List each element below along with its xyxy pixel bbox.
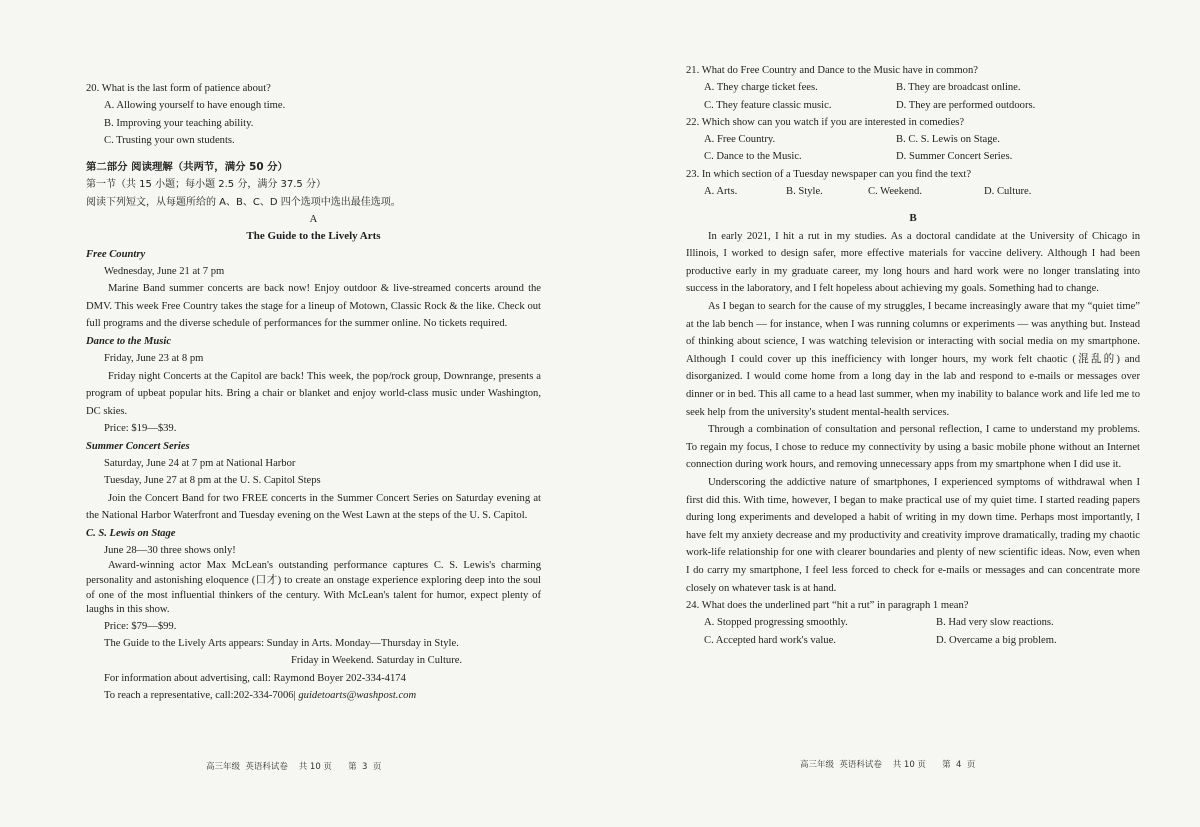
representative-contact: To reach a representative, call:202-334-7006| guidetoarts@washpost.com	[104, 689, 417, 701]
q21-options-row-1: A. They charge ticket fees. B. They are broadcast online.	[704, 82, 1021, 94]
q24-options-row-1: A. Stopped progressing smoothly. B. Had very slow reactions.	[704, 617, 1054, 629]
event-name: Dance to the Music	[86, 336, 172, 348]
passage-title: The Guide to the Lively Arts	[246, 230, 381, 243]
event-time: Tuesday, June 27 at 8 pm at the U. S. Capitol Steps	[104, 475, 321, 487]
page-footer-right: 高三年级 英语科试卷 共 10 页 第 4 页	[800, 760, 976, 770]
q21-options-row-2: C. They feature classic music. D. They are performed outdoors.	[704, 99, 1036, 111]
q24-options-row-2: C. Accepted hard work's value. D. Overcame a big problem.	[704, 634, 1057, 646]
event-description: Join the Concert Band for two FREE concerts in the Summer Concert Series on Saturday evening at the National Harbor Waterfront and Tuesday evening on the West Lawn at the steps of the U. S. Capitol.	[86, 492, 541, 522]
event-free-country	[86, 246, 541, 333]
event-name: C. S. Lewis on Stage	[86, 527, 176, 539]
event-dance-to-the-music	[86, 333, 541, 438]
event-description: Marine Band summer concerts are back now! Enjoy outdoor & live-streamed concerts around the DMV. This week Free Country takes the stage for a lineup of Motown, Classic Rock & the like. Check out full programs and the diverse schedule of performances for the summer online. No tickets required.	[86, 283, 542, 330]
q23-options: A. Arts. B. Style. C. Weekend. D. Culture.	[704, 186, 1032, 198]
right-column	[686, 62, 1140, 649]
q20-option-a: A. Allowing yourself to have enough time.	[104, 100, 286, 112]
section1-header: 第一节（共 15 小题；每小题 2.5 分，满分 37.5 分）	[86, 179, 326, 191]
instruction: 阅读下列短文，从每题所给的 A、B、C、D 四个选项中选出最佳选项。	[86, 196, 401, 208]
passage-letter-a: A	[309, 214, 318, 226]
email-link[interactable]: guidetoarts@washpost.com	[298, 689, 417, 701]
part2-header: 第二部分 阅读理解（共两节，满分 50 分）	[86, 161, 288, 174]
event-time: Friday, June 23 at 8 pm	[104, 353, 204, 365]
q24-stem: 24. What does the underlined part “hit a rut” in paragraph 1 mean?	[686, 600, 969, 612]
q21-stem: 21. What do Free Country and Dance to the Music have in common?	[686, 65, 978, 76]
advertising-contact: For information about advertising, call: Raymond Boyer 202-334-4174	[104, 672, 406, 684]
event-name: Free Country	[86, 248, 146, 260]
appears-line-2: Friday in Weekend. Saturday in Culture.	[291, 655, 463, 667]
event-description: Friday night Concerts at the Capitol are back! This week, the pop/rock group, Downrange, presents a program of upbeat popular hits. Bring a chair or blanket and enjoy world-class music under Washington, DC skies.	[86, 370, 542, 417]
q20-option-c: C. Trusting your own students.	[104, 134, 235, 146]
passage-b-paragraph-4: Underscoring the addictive nature of smartphones, I experienced symptoms of withdrawal when I first did this. With time, however, I began to make practical use of my quiet time. I started reading papers during long experiments and developed a habit of writing in my down time. Perhaps most importantly, I have felt my anxiety decrease and my productivity and creativity improve dramatically, trading my chaotic work-life relationship for one with clearer boundaries and plenty of new scientific ideas. Now, even when I do carry my smartphone, I feel less forced to check for e-mails or messages and can concentrate more closely on whatever task is at hand.	[686, 476, 1140, 594]
event-time: Saturday, June 24 at 7 pm at National Harbor	[104, 458, 296, 470]
passage-b-paragraph-2: As I began to search for the cause of my struggles, I became increasingly aware that my “quiet time” at the lab bench — for instance, when I was running columns or experiments — was anything but. Instead of thinking about science, I was watching television or interacting with social media on my smartphone. Although I could cover up this inefficiency with longer hours, my work felt chaotic (混乱的) and disorganized. I would come home from a long day in the lab and respond to e-mails or messages over dinner or in bed. This all came to a head last summer, when my inability to balance work and life led me to seek help from the university's student mental-health services.	[686, 301, 1140, 418]
event-time: June 28—30 three shows only!	[104, 545, 236, 557]
q20-option-b: B. Improving your teaching ability.	[104, 117, 254, 129]
passage-b-paragraph-3: Through a combination of consultation and personal reflection, I came to understand my problems. To regain my focus, I chose to reduce my connectivity by using a basic mobile phone without an Internet connection during work hours, and removing unnecessary apps from my smartphone when I did use it.	[686, 424, 1140, 471]
appears-line-1: The Guide to the Lively Arts appears: Sunday in Arts. Monday—Thursday in Style.	[104, 638, 459, 650]
event-cs-lewis-on-stage	[86, 525, 541, 635]
event-price: Price: $79—$99.	[104, 620, 177, 632]
q20-stem: 20. What is the last form of patience about?	[86, 83, 271, 94]
q22-options-row-1: A. Free Country. B. C. S. Lewis on Stage.	[704, 134, 1000, 146]
left-column	[86, 80, 541, 704]
event-name: Summer Concert Series	[86, 440, 190, 452]
passage-b-paragraph-1: In early 2021, I hit a rut in my studies. As a doctoral candidate at the University of Chicago in Illinois, I worked to design safer, more effective materials for vaccine delivery. Although I had been productive early in my graduate career, my long hours and hard work were no longer translating into success in the laboratory, and I felt hopeless about achieving my goals. Something had to change.	[686, 230, 1140, 295]
q22-options-row-2: C. Dance to the Music. D. Summer Concert Series.	[704, 151, 1013, 163]
page-footer-left: 高三年级 英语科试卷 共 10 页 第 3 页	[206, 762, 382, 772]
q23-stem: 23. In which section of a Tuesday newspaper can you find the text?	[686, 168, 972, 180]
passage-letter-b: B	[909, 212, 917, 225]
event-price: Price: $19—$39.	[104, 423, 177, 435]
event-description: Award-winning actor Max McLean's outstanding performance captures C. S. Lewis's charming personality and astonishing eloquence (口才) to create an onstage experience exploring deep into the soul of one of the most influential thinkers of the century. With McLean's talent for humor, expect plenty of laughs in this show.	[86, 560, 541, 616]
q22-stem: 22. Which show can you watch if you are interested in comedies?	[686, 116, 965, 128]
event-summer-concert-series	[86, 438, 541, 525]
event-time: Wednesday, June 21 at 7 pm	[104, 265, 225, 277]
